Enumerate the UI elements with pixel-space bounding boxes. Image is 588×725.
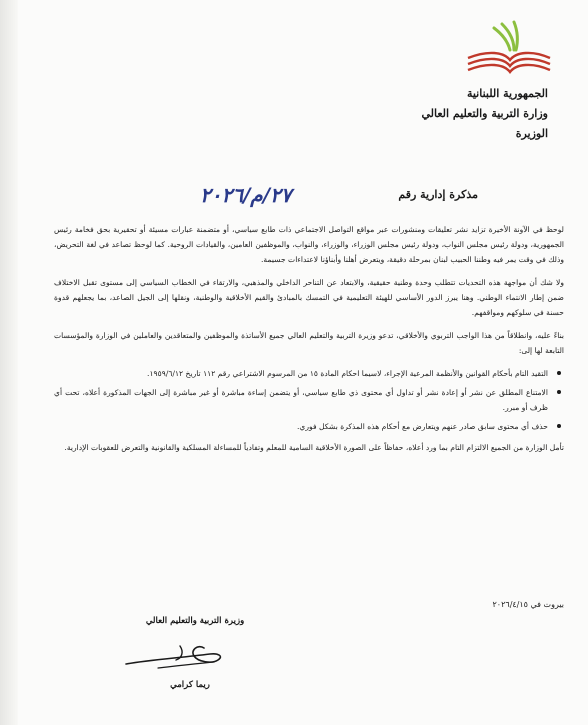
header-country: الجمهورية اللبنانية [466,87,548,100]
letterhead [421,84,548,144]
paragraph-2: ولا شك أن مواجهة هذه التحديات تتطلب وحدة وطنية حقيقية، والابتعاد عن التناحر الداخلي والمذهبي، والارتقاء في الخطاب السياسي إلى مستوى تقبل الاختلاف ضمن إطار الانتماء الوطني. وهنا يبرز الدور الأساسي للهيئة التعليمية في التمسك بالمبادئ والقيم الأخلاقية والوطنية، ونقلها إلى الجيل الصاعد، بما يجعلهم قدوة حسنة في سلوكهم ومواقفهم. [54,278,564,317]
memo-body [54,222,564,463]
list-item: الامتناع المطلق عن نشر أو إعادة نشر أو تداول أي محتوى ذي طابع سياسي، أو يتضمن إساءة مباشرة أو غير مباشرة إلى الجهات المذكورة أعلاه، تحت أي ظرف أو مبرر. [54,385,548,415]
memo-label: مذكرة إدارية رقم [398,188,478,201]
list-item: حذف أي محتوى سابق صادر عنهم ويتعارض مع أحكام هذه المذكرة بشكل فوري. [54,419,548,434]
paragraph-1: لوحظ في الآونة الأخيرة تزايد نشر تعليقات ومنشورات عبر مواقع التواصل الاجتماعي ذات طابع سياسي، أو متضمنة عبارات مسيئة أو تحقيرية بحق فخامة رئيس الجمهورية، ودولة رئيس مجلس النواب، ودولة رئيس مجلس الوزراء، والوزراء، والنواب، والموظفين العامين، والقيادات الروحية. كما لوحظ تصاعد في لغة التحريض، وذلك في وقت يمر فيه وطننا الحبيب لبنان بمرحلة دقيقة، ويتعرض أهلنا وأبناؤنا لاعتداءات جسيمة. [54,225,564,264]
signature-title: وزيرة التربية والتعليم العالي [145,616,245,626]
memo-number-text: ٢٧/م/٢٠٢٦ [200,183,292,207]
signatory-name: ريما كرامي [170,680,210,690]
header-minister: الوزيرة [515,127,548,140]
paragraph-3: بناءً عليه، وانطلاقاً من هذا الواجب التربوي والأخلاقي، تدعو وزيرة التربية والتعليم العالي جميع الأساتذة والموظفين والمتعاقدين والعاملين في الوزارة والمؤسسات التابعة لها إلى: [54,331,564,355]
memo-number-handwritten [196,178,306,210]
list-item: التقيد التام بأحكام القوانين والأنظمة المرعية الإجراء، لاسيما احكام المادة ١٥ من المرسوم الاشتراعي رقم ١١٢ تاريخ ١٩٥٩/٦/١٢. [54,366,548,381]
ministry-logo [464,20,554,80]
paragraph-4: تأمل الوزارة من الجميع الالتزام التام بما ورد أعلاه، حفاظاً على الصورة الأخلاقية السامية للمعلم وتفادياً للمساءلة المسلكية والقانونية والتعرض للعقوبات الإدارية. [64,443,564,452]
memo-date: بيروت في ٢٠٢٦/٤/١٥ [492,600,564,609]
handwritten-signature [118,634,238,680]
instructions-list [54,366,564,434]
header-ministry: وزارة التربية والتعليم العالي [421,107,548,120]
